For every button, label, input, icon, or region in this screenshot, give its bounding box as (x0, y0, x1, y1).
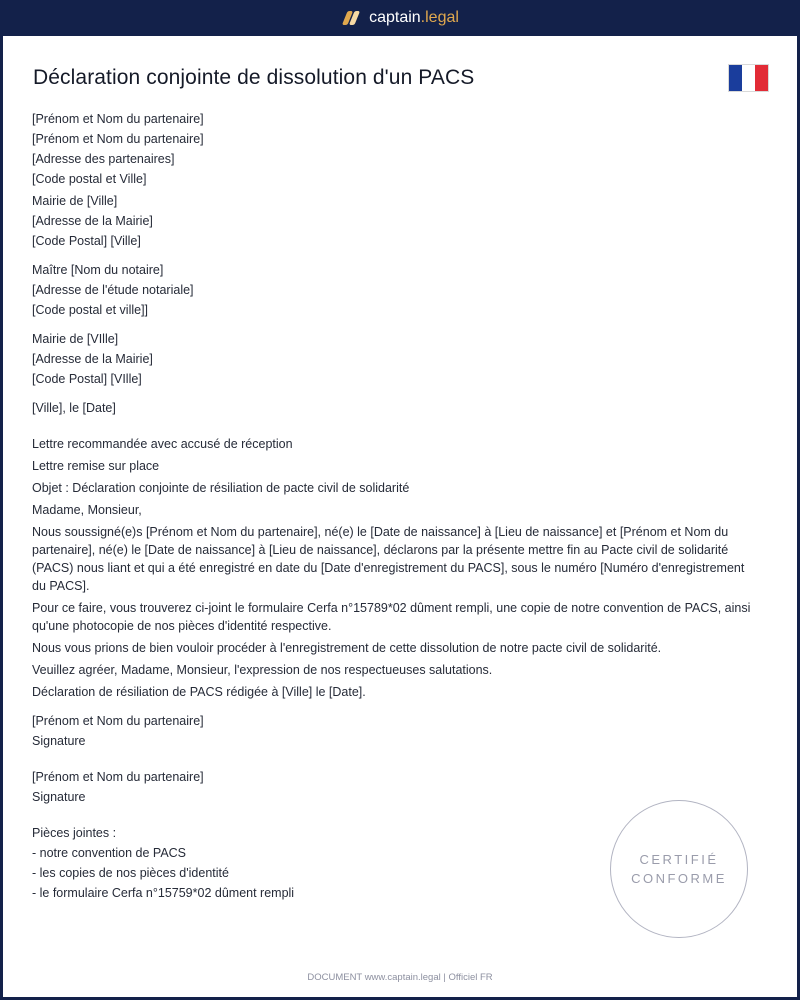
signature-label-1: Signature (32, 734, 86, 748)
place-date: [Ville], le [Date] (32, 401, 116, 415)
body-paragraph-1: Nous soussigné(e)s [Prénom et Nom du partenaire], né(e) le [Date de naissance] à [Lieu de naissance] et [Prénom et Nom du partenaire], né(e) le [Date de naissance] à [Lieu de naissance], déclarons par la présente mettre fin au Pacte civil de solidarité (PACS) nous liant et qui a été enregistré en date du [Date d'enregistrement du PACS], sous le numéro [Numéro d'enregistrement du PACS]. (32, 525, 745, 593)
stamp-line-2: CONFORME (631, 871, 727, 886)
document-footer: DOCUMENT www.captain.legal | Officiel FR (307, 972, 493, 983)
notary-name: Maître [Nom du notaire] (32, 263, 164, 277)
delivery-hand: Lettre remise sur place (32, 459, 160, 473)
notary-postal-city: [Code postal et ville]] (32, 303, 149, 317)
attachment-item-1: - notre convention de PACS (32, 846, 187, 860)
stamp-line-1: CERTIFIÉ (639, 852, 719, 867)
partner-name-1: [Prénom et Nom du partenaire] (32, 112, 204, 126)
france-flag-icon (728, 64, 769, 92)
notary-address: [Adresse de l'étude notariale] (32, 283, 194, 297)
mairie-name: Mairie de [Ville] (32, 194, 118, 208)
top-bar (0, 0, 800, 36)
mairie-address: [Adresse de la Mairie] (32, 214, 153, 228)
attachments-title: Pièces jointes : (32, 826, 117, 840)
subject-line: Objet : Déclaration conjointe de résiliation de pacte civil de solidarité (32, 481, 410, 495)
signature-name-2: [Prénom et Nom du partenaire] (32, 770, 204, 784)
body-paragraph-2: Pour ce faire, vous trouverez ci-joint le formulaire Cerfa n°15789*02 dûment rempli, une copie de notre convention de PACS, ainsi qu'une photocopie de nos pièces d'identité respective. (32, 601, 751, 633)
attachment-item-3: - le formulaire Cerfa n°15759*02 dûment rempli (32, 886, 295, 900)
document-title: Déclaration conjointe de dissolution d'un PACS (33, 66, 475, 89)
mairie-name-2: Mairie de [VIlle] (32, 332, 119, 346)
attachment-item-2: - les copies de nos pièces d'identité (32, 866, 229, 880)
brand-name: captain.legal (369, 9, 459, 26)
partner-name-2: [Prénom et Nom du partenaire] (32, 132, 204, 146)
captain-legal-logo-icon (341, 10, 361, 26)
signature-name-1: [Prénom et Nom du partenaire] (32, 714, 204, 728)
mairie-postal-city: [Code Postal] [Ville] (32, 234, 141, 248)
body-paragraph-3: Nous vous prions de bien vouloir procéder à l'enregistrement de cette dissolution de notre pacte civil de solidarité. (32, 641, 662, 655)
brand-suffix: .legal (420, 9, 459, 26)
brand-logo[interactable] (341, 9, 459, 27)
salutation: Madame, Monsieur, (32, 503, 142, 517)
partners-postal-city: [Code postal et Ville] (32, 172, 147, 186)
body-paragraph-4: Veuillez agréer, Madame, Monsieur, l'expression de nos respectueuses salutations. (32, 663, 493, 677)
document-sheet (3, 36, 797, 997)
signature-label-2: Signature (32, 790, 86, 804)
partners-address: [Adresse des partenaires] (32, 152, 175, 166)
mairie-postal-city-2: [Code Postal] [VIlle] (32, 372, 142, 386)
mairie-address-2: [Adresse de la Mairie] (32, 352, 153, 366)
body-paragraph-5: Déclaration de résiliation de PACS rédigée à [Ville] le [Date]. (32, 685, 366, 699)
delivery-registered: Lettre recommandée avec accusé de réception (32, 437, 293, 451)
certified-stamp (610, 800, 748, 938)
